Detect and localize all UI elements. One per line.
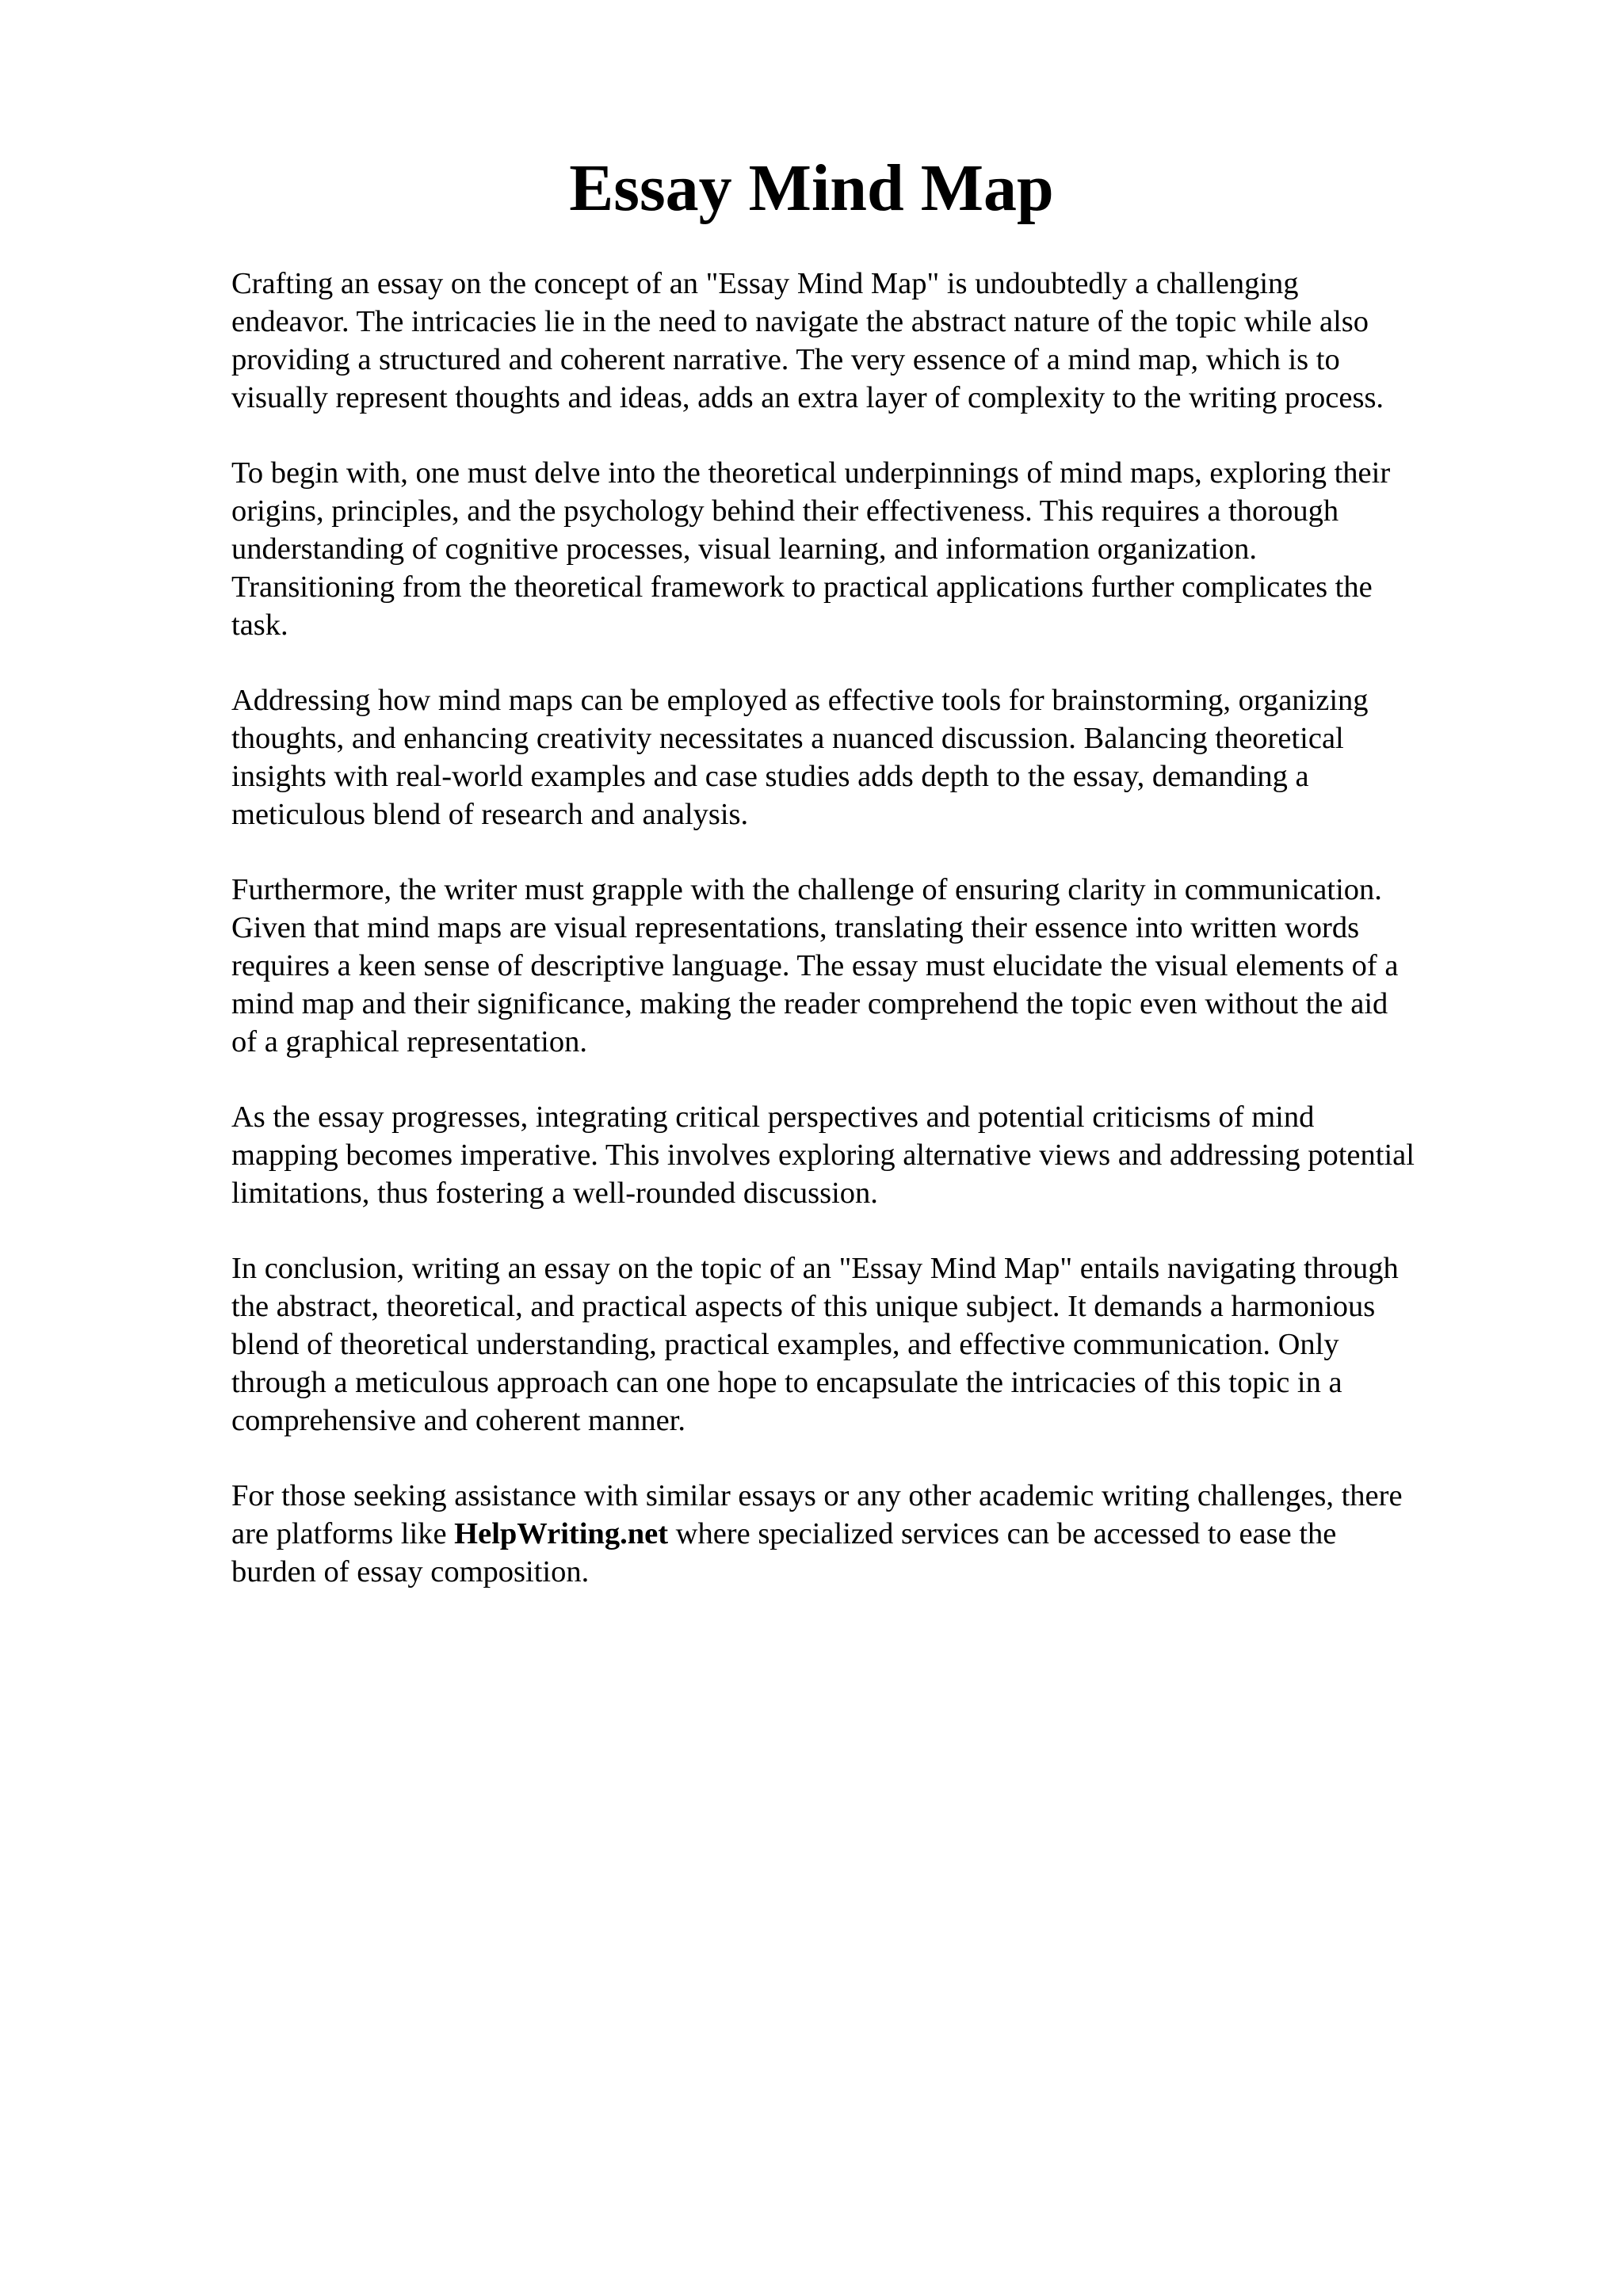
- text-line-with-link: [231, 1515, 1531, 1553]
- text-line: As the essay progresses, integrating critical perspectives and potential criticisms of mind: [231, 1100, 1315, 1134]
- text-line: blend of theoretical understanding, practical examples, and effective communication. Only: [231, 1328, 1339, 1361]
- text-line: Crafting an essay on the concept of an "Essay Mind Map" is undoubtedly a challenging: [231, 267, 1299, 300]
- text-line: Furthermore, the writer must grapple with the challenge of ensuring clarity in communication.: [231, 873, 1382, 906]
- text-line: burden of essay composition.: [231, 1555, 590, 1589]
- text-line: requires a keen sense of descriptive language. The essay must elucidate the visual elements of a: [231, 949, 1399, 982]
- text-line: endeavor. The intricacies lie in the need to navigate the abstract nature of the topic while also: [231, 305, 1369, 338]
- paragraph-theory: [231, 454, 1531, 644]
- text-line: mind map and their significance, making the reader comprehend the topic even without the aid: [231, 987, 1388, 1020]
- text-line: providing a structured and coherent narrative. The very essence of a mind map, which is to: [231, 343, 1340, 376]
- text-line: To begin with, one must delve into the theoretical underpinnings of mind maps, exploring their: [231, 456, 1391, 490]
- text-line: For those seeking assistance with similar essays or any other academic writing challenges, there: [231, 1479, 1403, 1512]
- text-line: through a meticulous approach can one hope to encapsulate the intricacies of this topic in a: [231, 1366, 1342, 1399]
- text-line: origins, principles, and the psychology behind their effectiveness. This requires a thorough: [231, 494, 1339, 528]
- page-title: Essay Mind Map: [569, 151, 1054, 225]
- text-line: limitations, thus fostering a well-rounded discussion.: [231, 1177, 878, 1210]
- paragraph-closing: [231, 1477, 1531, 1591]
- text-line: visually represent thoughts and ideas, adds an extra layer of complexity to the writing process.: [231, 381, 1384, 414]
- text-line: task.: [231, 608, 288, 642]
- text-segment: are platforms like: [231, 1517, 455, 1550]
- paragraph-critical: [231, 1098, 1531, 1212]
- text-line: the abstract, theoretical, and practical aspects of this unique subject. It demands a harmonious: [231, 1290, 1376, 1323]
- paragraph-conclusion: [231, 1249, 1531, 1440]
- text-line: Addressing how mind maps can be employed as effective tools for brainstorming, organizing: [231, 684, 1369, 717]
- text-line: thoughts, and enhancing creativity necessitates a nuanced discussion. Balancing theoretical: [231, 722, 1344, 755]
- text-line: Given that mind maps are visual representations, translating their essence into written words: [231, 911, 1360, 944]
- text-line: of a graphical representation.: [231, 1025, 587, 1058]
- text-segment: where specialized services can be accessed to ease the: [668, 1517, 1337, 1550]
- paragraph-applications: [231, 681, 1531, 833]
- text-line: insights with real-world examples and case studies adds depth to the essay, demanding a: [231, 760, 1309, 793]
- text-line: Transitioning from the theoretical framework to practical applications further complicates the: [231, 570, 1373, 604]
- text-line: comprehensive and coherent manner.: [231, 1404, 685, 1437]
- paragraph-clarity: [231, 871, 1531, 1061]
- helpwriting-link[interactable]: HelpWriting.net: [454, 1517, 669, 1550]
- text-line: meticulous blend of research and analysis.: [231, 798, 749, 831]
- text-line: In conclusion, writing an essay on the topic of an "Essay Mind Map" entails navigating through: [231, 1252, 1399, 1285]
- text-line: mapping becomes imperative. This involves exploring alternative views and addressing potential: [231, 1138, 1415, 1172]
- paragraph-intro: [231, 265, 1531, 417]
- essay-body: [231, 265, 1531, 1628]
- text-line: understanding of cognitive processes, visual learning, and information organization.: [231, 532, 1258, 566]
